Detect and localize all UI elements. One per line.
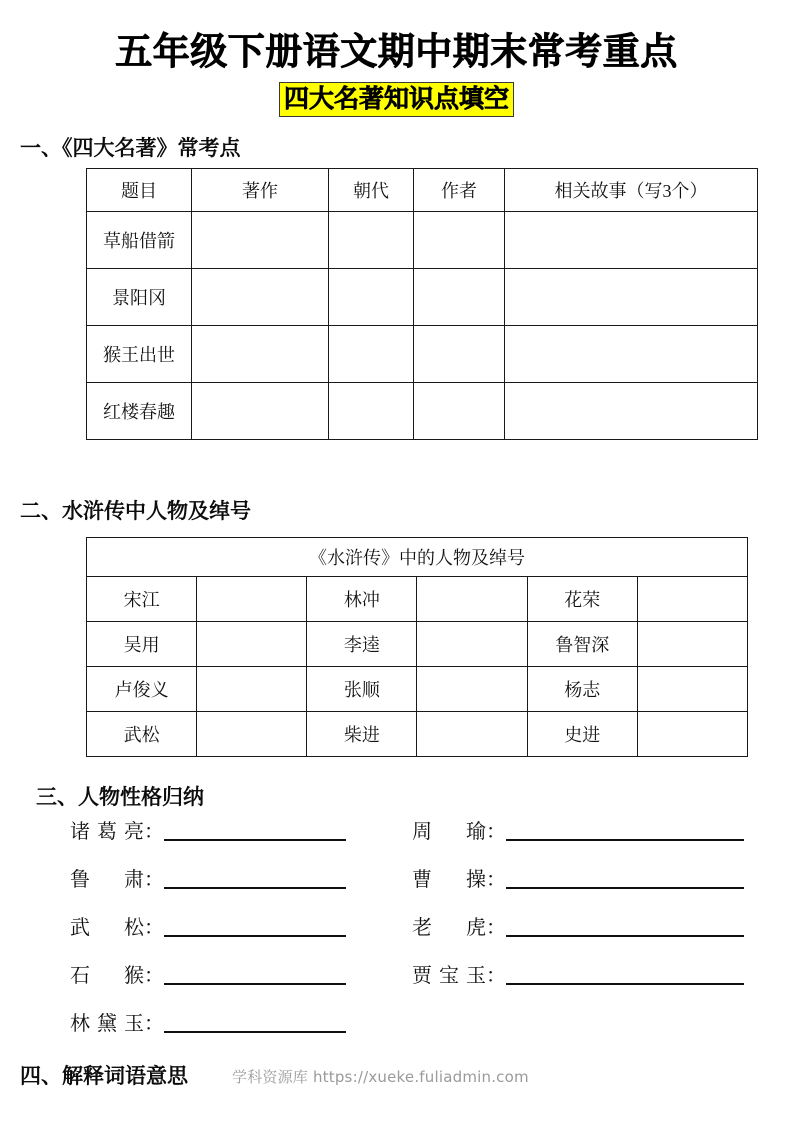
colon: ： bbox=[144, 917, 164, 939]
blank-label: 老虎 bbox=[412, 917, 486, 939]
blank-input-line[interactable] bbox=[506, 935, 744, 937]
cell-character-name: 张顺 bbox=[307, 667, 417, 712]
cell-work[interactable] bbox=[192, 269, 329, 326]
table-row bbox=[87, 212, 758, 269]
blank-input-line[interactable] bbox=[164, 887, 346, 889]
blank-input-line[interactable] bbox=[506, 839, 744, 841]
blank-row bbox=[0, 868, 793, 916]
cell-character-name: 李逵 bbox=[307, 622, 417, 667]
blank-row bbox=[0, 916, 793, 964]
blank-label: 鲁肃 bbox=[70, 869, 144, 891]
blank-label: 武松 bbox=[70, 917, 144, 939]
cell-character-name: 宋江 bbox=[87, 577, 197, 622]
table-row bbox=[87, 667, 748, 712]
cell-nickname[interactable] bbox=[417, 667, 527, 712]
colon: ： bbox=[486, 917, 506, 939]
table-row bbox=[87, 269, 758, 326]
cell-work[interactable] bbox=[192, 326, 329, 383]
table-row bbox=[87, 622, 748, 667]
cell-nickname[interactable] bbox=[417, 622, 527, 667]
cell-nickname[interactable] bbox=[637, 667, 747, 712]
cell-stories[interactable] bbox=[505, 212, 758, 269]
cell-dynasty[interactable] bbox=[329, 326, 414, 383]
blank-row bbox=[0, 820, 793, 868]
table-row bbox=[87, 577, 748, 622]
cell-stories[interactable] bbox=[505, 383, 758, 440]
colon: ： bbox=[486, 821, 506, 843]
cell-character-name: 杨志 bbox=[527, 667, 637, 712]
cell-character-name: 林冲 bbox=[307, 577, 417, 622]
cell-nickname[interactable] bbox=[637, 577, 747, 622]
cell-character-name: 武松 bbox=[87, 712, 197, 757]
column-header-author: 作者 bbox=[414, 169, 505, 212]
blank-input-line[interactable] bbox=[164, 983, 346, 985]
blank-entry-jiabaoyu bbox=[412, 964, 744, 988]
column-header-work: 著作 bbox=[192, 169, 329, 212]
cell-author[interactable] bbox=[414, 212, 505, 269]
page-title: 五年级下册语文期中期末常考重点 bbox=[115, 30, 678, 73]
column-header-title: 题目 bbox=[87, 169, 192, 212]
cell-nickname[interactable] bbox=[197, 577, 307, 622]
cell-character-name: 史进 bbox=[527, 712, 637, 757]
blank-entry-lindaiyu bbox=[70, 1012, 346, 1036]
cell-dynasty[interactable] bbox=[329, 383, 414, 440]
cell-nickname[interactable] bbox=[637, 712, 747, 757]
four-classics-table bbox=[86, 168, 758, 440]
cell-character-name: 柴进 bbox=[307, 712, 417, 757]
colon: ： bbox=[486, 869, 506, 891]
highlighted-subtitle: 四大名著知识点填空 bbox=[279, 82, 514, 117]
column-header-stories: 相关故事（写3个） bbox=[505, 169, 758, 212]
cell-nickname[interactable] bbox=[417, 712, 527, 757]
cell-title: 草船借箭 bbox=[87, 212, 192, 269]
cell-author[interactable] bbox=[414, 269, 505, 326]
colon: ： bbox=[486, 965, 506, 987]
table-caption: 《水浒传》中的人物及绰号 bbox=[87, 538, 748, 577]
cell-author[interactable] bbox=[414, 383, 505, 440]
blank-label: 石猴 bbox=[70, 965, 144, 987]
section-heading-heroes: 二、水浒传中人物及绰号 bbox=[20, 499, 251, 523]
cell-character-name: 卢俊义 bbox=[87, 667, 197, 712]
blank-row bbox=[0, 964, 793, 1012]
blank-entry-shihou bbox=[70, 964, 346, 988]
blank-input-line[interactable] bbox=[164, 1031, 346, 1033]
colon: ： bbox=[144, 965, 164, 987]
cell-work[interactable] bbox=[192, 212, 329, 269]
column-header-dynasty: 朝代 bbox=[329, 169, 414, 212]
blank-label: 贾宝玉 bbox=[412, 965, 486, 987]
table-header-row bbox=[87, 169, 758, 212]
blank-label: 林黛玉 bbox=[70, 1013, 144, 1035]
cell-nickname[interactable] bbox=[417, 577, 527, 622]
blank-entry-zhouyu bbox=[412, 820, 744, 844]
table-row bbox=[87, 383, 758, 440]
water-margin-nicknames-table bbox=[86, 537, 748, 757]
blank-entry-zhugeliang bbox=[70, 820, 346, 844]
cell-nickname[interactable] bbox=[197, 667, 307, 712]
blank-input-line[interactable] bbox=[506, 983, 744, 985]
cell-nickname[interactable] bbox=[197, 622, 307, 667]
cell-stories[interactable] bbox=[505, 269, 758, 326]
colon: ： bbox=[144, 1013, 164, 1035]
cell-dynasty[interactable] bbox=[329, 269, 414, 326]
cell-work[interactable] bbox=[192, 383, 329, 440]
cell-title: 红楼春趣 bbox=[87, 383, 192, 440]
subtitle-container bbox=[0, 82, 793, 117]
table-title-row bbox=[87, 538, 748, 577]
blank-entry-lusu bbox=[70, 868, 346, 892]
cell-title: 猴王出世 bbox=[87, 326, 192, 383]
blank-label: 诸葛亮 bbox=[70, 821, 144, 843]
colon: ： bbox=[144, 869, 164, 891]
cell-author[interactable] bbox=[414, 326, 505, 383]
blank-label: 周瑜 bbox=[412, 821, 486, 843]
colon: ： bbox=[144, 821, 164, 843]
blank-label: 曹操 bbox=[412, 869, 486, 891]
cell-character-name: 花荣 bbox=[527, 577, 637, 622]
cell-nickname[interactable] bbox=[637, 622, 747, 667]
table-row bbox=[87, 326, 758, 383]
personality-blanks-list bbox=[0, 820, 793, 1060]
blank-input-line[interactable] bbox=[164, 839, 346, 841]
blank-row bbox=[0, 1012, 793, 1060]
cell-dynasty[interactable] bbox=[329, 212, 414, 269]
cell-character-name: 吴用 bbox=[87, 622, 197, 667]
blank-input-line[interactable] bbox=[164, 935, 346, 937]
cell-character-name: 鲁智深 bbox=[527, 622, 637, 667]
cell-stories[interactable] bbox=[505, 326, 758, 383]
cell-nickname[interactable] bbox=[197, 712, 307, 757]
section-heading-word-meanings: 四、解释词语意思 bbox=[20, 1064, 188, 1088]
table-row bbox=[87, 712, 748, 757]
section-heading-works: 一、《四大名著》常考点 bbox=[20, 136, 241, 160]
cell-title: 景阳冈 bbox=[87, 269, 192, 326]
blank-entry-wusong bbox=[70, 916, 346, 940]
blank-input-line[interactable] bbox=[506, 887, 744, 889]
blank-entry-laohu bbox=[412, 916, 744, 940]
section-heading-personalities: 三、人物性格归纳 bbox=[36, 785, 204, 809]
watermark-text: 学科资源库 https://xueke.fuliadmin.com bbox=[232, 1068, 529, 1086]
blank-entry-caocao bbox=[412, 868, 744, 892]
